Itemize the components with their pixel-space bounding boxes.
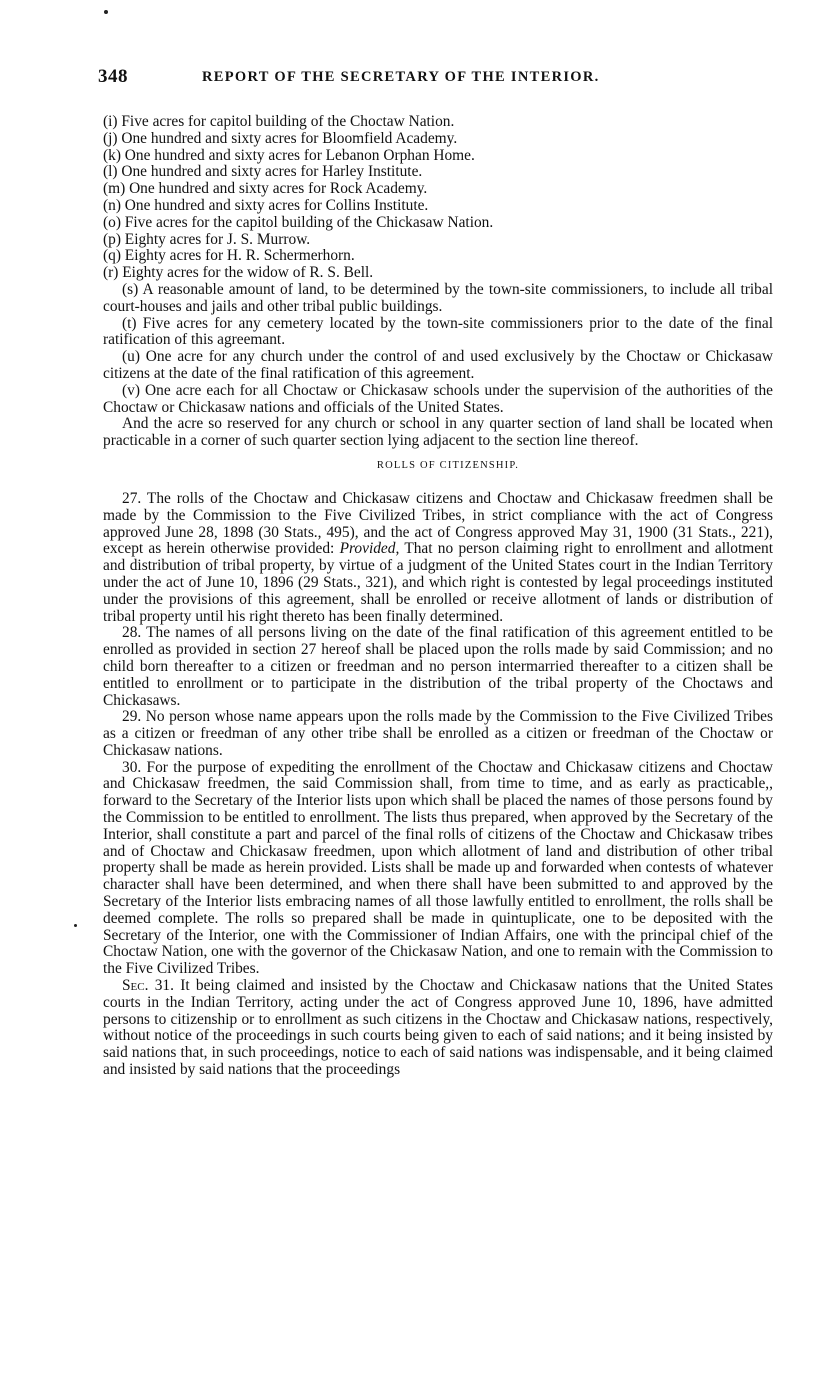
list-item: (k) One hundred and sixty acres for Lebanon Orphan Home.: [103, 146, 475, 164]
reservation-paragraph: (s) A reasonable amount of land, to be determined by the town-site commissioners, to include all tribal court-houses and jails and other tribal public buildings.: [103, 280, 773, 315]
list-item: (l) One hundred and sixty acres for Harley Institute.: [103, 163, 423, 181]
reservation-paragraph: (v) One acre each for all Choctaw or Chickasaw schools under the supervision of the authorities of the Choctaw or Chickasaw nations and officials of the United States.: [103, 381, 773, 416]
margin-dot-mark: [74, 924, 77, 927]
ink-speck-mark: [104, 10, 108, 14]
list-item: (j) One hundred and sixty acres for Bloomfield Academy.: [103, 129, 458, 147]
section-31-paragraph: [103, 978, 773, 1079]
list-item: (q) Eighty acres for H. R. Schermerhorn.: [103, 247, 355, 265]
document-body: [103, 114, 773, 1079]
reservation-paragraph: (t) Five acres for any cemetery located by the town-site commissioners prior to the date of the final ratification of this agreemant.: [103, 314, 773, 349]
section-27-text-before: 27. The rolls of the Choctaw and Chickasaw citizens and Choctaw and Chickasaw freedmen shall be made by the Commission to the Five Civilized Tribes, in strict compliance with the act of Congress approved June 28, 1898 (30 Stats., 495), and the act of Congress approved May 31, 1900 (31 Stats., 221), except as herein otherwise provided:: [103, 489, 773, 558]
section-29-paragraph: 29. No person whose name appears upon the rolls made by the Commission to the Five Civilized Tribes as a citizen or freedman of any other tribe shall be enrolled as a citizen or freedman of the Choctaw or Chickasaw nations.: [103, 708, 773, 759]
list-item: (r) Eighty acres for the widow of R. S. Bell.: [103, 264, 374, 282]
list-item: (m) One hundred and sixty acres for Rock Academy.: [103, 180, 428, 198]
page-header: [98, 66, 698, 90]
list-item: (o) Five acres for the capitol building of the Chickasaw Nation.: [103, 213, 494, 231]
page-number: 348: [98, 66, 128, 87]
section-27-text-after: That no person claiming right to enrollment and allotment and distribution of tribal property, by virtue of a judgment of the United States court in the Indian Territory under the act of June 10, 1896 (29 Stats., 321), and which right is contested by legal proceedings instituted under the provisions of this agreement, shall be enrolled or receive allotment of lands or distribution of tribal property until his right thereto has been finally determined.: [103, 540, 773, 625]
list-item: (n) One hundred and sixty acres for Collins Institute.: [103, 196, 429, 214]
reservation-paragraph: And the acre so reserved for any church or school in any quarter section of land shall be located when practicable in a corner of such quarter section lying adjacent to the section line thereof.: [103, 415, 773, 450]
list-item: (i) Five acres for capitol building of the Choctaw Nation.: [103, 113, 455, 130]
section-28-paragraph: 28. The names of all persons living on the date of the final ratification of this agreement entitled to be enrolled as provided in section 27 hereof shall be placed upon the rolls made by said Commission; and no child born thereafter to a citizen or freedman and no person intermarried thereafter to a citizen shall be entitled to enrollment or to participate in the distribution of the tribal property of the Choctaws and Chickasaws.: [103, 624, 773, 709]
section-30-paragraph: 30. For the purpose of expediting the enrollment of the Choctaw and Chickasaw citizens and Choctaw and Chickasaw freedmen, the said Commission shall, from time to time, and as early as practicable,, forward to the Secretary of the Interior lists upon which shall be placed the names of those persons found by the Commission to be entitled to enrollment. The lists thus prepared, when approved by the Secretary of the Interior, shall constitute a part and parcel of the final rolls of citizens of the Choctaw and Chickasaw tribes and of Choctaw and Chickasaw freedmen, upon which allotment of land and distribution of other tribal property shall be made as herein provided. Lists shall be made up and forwarded when contests of whatever character shall have been determined, and when there shall have been submitted to and approved by the Secretary of the Interior lists embracing names of all those lawfully entitled to enrollment, the rolls shall be deemed complete. The rolls so prepared shall be made in quintuplicate, one to be deposited with the Secretary of the Interior, one with the Commissioner of Indian Affairs, one with the principal chief of the Choctaw Nation, one with the governor of the Chickasaw Nation, and one to remain with the Commission to the Five Civilized Tribes.: [103, 758, 773, 978]
section-heading: ROLLS OF CITIZENSHIP.: [376, 459, 520, 471]
reservation-paragraph: (u) One acre for any church under the control of and used exclusively by the Choctaw or Chickasaw citizens at the date of the final ratification of this agreement.: [103, 348, 773, 382]
section-31-text: 31. It being claimed and insisted by the Choctaw and Chickasaw nations that the United States courts in the Indian Territory, acting under the act of Congress approved June 10, 1896, have admitted persons to citizenship or to enrollment as such citizens in the Choctaw and Chickasaw nations, respectively, without notice of the proceedings in such courts being given to each of said nations; and it being insisted by said nations that, in such proceedings, notice to each of said nations was indispensable, and it being claimed and insisted by said nations that the proceedings: [103, 977, 773, 1079]
running-head: REPORT OF THE SECRETARY OF THE INTERIOR.: [202, 69, 600, 85]
section-31-label: Sec.: [122, 977, 149, 995]
section-27-provided: Provided,: [339, 540, 400, 558]
list-item: (p) Eighty acres for J. S. Murrow.: [103, 230, 311, 248]
section-27-paragraph: [103, 491, 773, 625]
reservation-list: [103, 114, 773, 282]
